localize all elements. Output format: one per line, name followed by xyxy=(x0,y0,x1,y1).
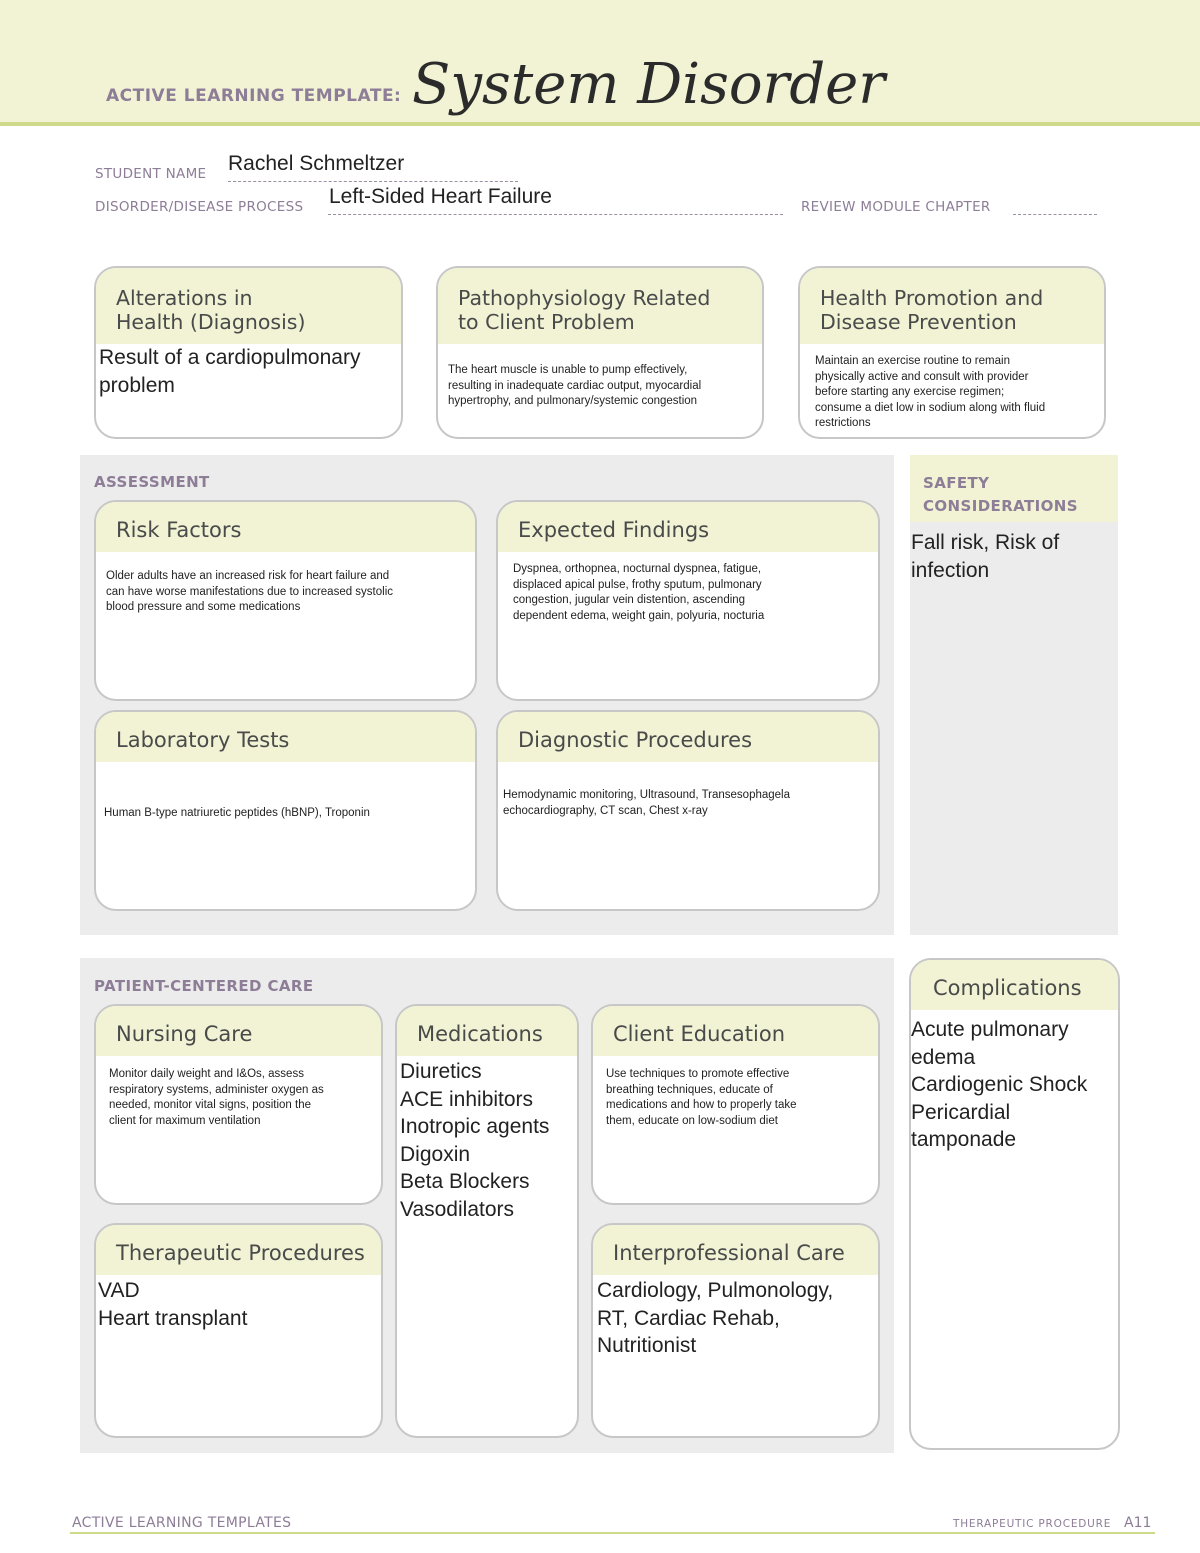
risk-factors-title: Risk Factors xyxy=(96,502,475,552)
alterations-text-line: problem xyxy=(99,373,175,397)
diagnostic-procedures-title: Diagnostic Procedures xyxy=(498,712,878,762)
pathophysiology-text-line: hypertrophy, and pulmonary/systemic congestion xyxy=(448,395,698,407)
safety-heading-line: SAFETY xyxy=(923,474,990,492)
assessment-heading: ASSESSMENT xyxy=(94,473,210,491)
therapeutic-procedures-text-line: Heart transplant xyxy=(98,1306,248,1330)
footer-series-label: ACTIVE LEARNING TEMPLATES xyxy=(72,1515,292,1531)
medications-text-line: Inotropic agents xyxy=(400,1115,550,1138)
nursing-care-box xyxy=(94,1004,383,1205)
client-education-title: Client Education xyxy=(593,1006,878,1056)
pathophysiology-text-line: The heart muscle is unable to pump effectively, xyxy=(448,364,688,376)
medications-text-line: Beta Blockers xyxy=(400,1170,530,1193)
complications-title: Complications xyxy=(911,960,1118,1010)
safety-text-line: Fall risk, Risk of xyxy=(911,531,1060,554)
therapeutic-procedures-text xyxy=(96,1275,381,1332)
nursing-care-text-line: Monitor daily weight and I&Os, assess xyxy=(109,1068,304,1080)
medications-box xyxy=(395,1004,579,1438)
health-promotion-text-line: restrictions xyxy=(815,417,871,429)
interprofessional-care-text-line: Nutritionist xyxy=(597,1334,697,1357)
diagnostic-procedures-box xyxy=(496,710,880,911)
template-title: System Disorder xyxy=(412,52,886,117)
header-rule xyxy=(0,122,1200,126)
diagnostic-procedures-text-line: echocardiography, CT scan, Chest x-ray xyxy=(503,804,708,817)
health-promotion-text-line: consume a diet low in sodium along with fluid xyxy=(815,401,1046,414)
expected-findings-title: Expected Findings xyxy=(498,502,878,552)
footer-template-type: THERAPEUTIC PROCEDURE xyxy=(953,1518,1112,1530)
complications-text xyxy=(911,1010,1118,1154)
medications-text-line: ACE inhibitors xyxy=(400,1087,534,1111)
nursing-care-text-line: respiratory systems, administer oxygen as xyxy=(109,1083,324,1096)
risk-factors-text xyxy=(96,552,475,616)
interprofessional-care-text-line: Cardiology, Pulmonology, xyxy=(597,1279,834,1302)
nursing-care-text xyxy=(96,1056,381,1129)
alterations-title-line: Alterations in xyxy=(116,286,253,310)
risk-factors-text-line: can have worse manifestations due to increased systolic xyxy=(106,585,394,598)
medications-text-line: Digoxin xyxy=(400,1142,471,1166)
review-module-line xyxy=(1013,214,1097,215)
health-promotion-box xyxy=(798,266,1106,439)
complications-text-line: Acute pulmonary xyxy=(911,1018,1069,1041)
footer-rule xyxy=(70,1532,1155,1534)
alterations-text xyxy=(96,344,401,399)
expected-findings-text-line: displaced apical pulse, frothy sputum, pulmonary xyxy=(513,578,762,591)
therapeutic-procedures-title: Therapeutic Procedures xyxy=(96,1225,381,1275)
safety-panel xyxy=(910,455,1118,935)
expected-findings-text-line: congestion, jugular vein distention, ascending xyxy=(513,594,746,606)
pathophysiology-box xyxy=(436,266,764,439)
complications-text-line: Pericardial xyxy=(911,1100,1011,1124)
risk-factors-box xyxy=(94,500,477,701)
diagnostic-procedures-text xyxy=(498,762,878,819)
health-promotion-title-line: Health Promotion and xyxy=(820,286,1044,310)
risk-factors-text-line: Older adults have an increased risk for heart failure and xyxy=(106,570,390,582)
complications-text-line: edema xyxy=(911,1045,976,1069)
diagnostic-procedures-text-line: Hemodynamic monitoring, Ultrasound, Transesophagela xyxy=(503,789,791,801)
interprofessional-care-text xyxy=(593,1275,878,1360)
therapeutic-procedures-box xyxy=(94,1223,383,1438)
safety-heading-line: CONSIDERATIONS xyxy=(923,497,1078,515)
student-name-field[interactable]: Rachel Schmeltzer xyxy=(228,152,405,175)
patient-care-heading: PATIENT-CENTERED CARE xyxy=(94,977,314,995)
nursing-care-text-line: needed, monitor vital signs, position the xyxy=(109,1099,312,1111)
expected-findings-box xyxy=(496,500,880,701)
laboratory-tests-box xyxy=(94,710,477,911)
medications-text-line: Diuretics xyxy=(400,1060,482,1083)
safety-text xyxy=(911,529,1116,584)
disorder-field[interactable]: Left-Sided Heart Failure xyxy=(329,185,552,208)
interprofessional-care-text-line: RT, Cardiac Rehab, xyxy=(597,1306,780,1330)
health-promotion-text-line: physically active and consult with provider xyxy=(815,370,1029,383)
pathophysiology-title-line: Pathophysiology Related xyxy=(458,286,711,310)
laboratory-tests-text xyxy=(96,762,475,822)
health-promotion-title xyxy=(800,268,1104,344)
interprofessional-care-title: Interprofessional Care xyxy=(593,1225,878,1275)
student-name-line xyxy=(228,181,518,182)
pathophysiology-title-line: to Client Problem xyxy=(458,310,635,334)
health-promotion-text xyxy=(800,344,1104,432)
disorder-label: DISORDER/DISEASE PROCESS xyxy=(95,199,304,215)
footer-page-number: A11 xyxy=(1124,1515,1152,1531)
review-module-label: REVIEW MODULE CHAPTER xyxy=(801,199,991,215)
risk-factors-text-line: blood pressure and some medications xyxy=(106,601,301,613)
nursing-care-text-line: client for maximum ventilation xyxy=(109,1114,261,1127)
complications-box xyxy=(909,958,1120,1450)
alterations-title-line: Health (Diagnosis) xyxy=(116,310,306,334)
complications-text-line: Cardiogenic Shock xyxy=(911,1073,1088,1096)
expected-findings-text xyxy=(498,552,878,624)
expected-findings-text-line: dependent edema, weight gain, polyuria, nocturia xyxy=(513,609,765,622)
client-education-text-line: them, educate on low-sodium diet xyxy=(606,1114,778,1127)
client-education-text-line: breathing techniques, educate of xyxy=(606,1083,773,1096)
safety-heading xyxy=(910,455,1118,522)
expected-findings-text-line: Dyspnea, orthopnea, nocturnal dyspnea, fatigue, xyxy=(513,563,762,575)
nursing-care-title: Nursing Care xyxy=(96,1006,381,1056)
student-name-label: STUDENT NAME xyxy=(95,166,207,182)
health-promotion-text-line: before starting any exercise regimen; xyxy=(815,386,1005,398)
client-education-text-line: Use techniques to promote effective xyxy=(606,1068,790,1080)
medications-text-line: Vasodilators xyxy=(400,1197,515,1221)
interprofessional-care-box xyxy=(591,1223,880,1438)
disorder-line xyxy=(328,214,783,215)
complications-text-line: tamponade xyxy=(911,1128,1017,1151)
client-education-box xyxy=(591,1004,880,1205)
alterations-title xyxy=(96,268,401,344)
client-education-text xyxy=(593,1056,878,1129)
medications-text xyxy=(397,1056,577,1223)
medications-title: Medications xyxy=(397,1006,577,1056)
therapeutic-procedures-text-line: VAD xyxy=(98,1279,140,1302)
alterations-text-line: Result of a cardiopulmonary xyxy=(99,346,361,369)
health-promotion-title-line: Disease Prevention xyxy=(820,310,1017,334)
alterations-box xyxy=(94,266,403,439)
client-education-text-line: medications and how to properly take xyxy=(606,1099,797,1111)
pathophysiology-text xyxy=(438,344,762,410)
laboratory-tests-title: Laboratory Tests xyxy=(96,712,475,762)
laboratory-tests-text-line: Human B-type natriuretic peptides (hBNP), Troponin xyxy=(104,807,370,819)
health-promotion-text-line: Maintain an exercise routine to remain xyxy=(815,355,1010,367)
pathophysiology-title xyxy=(438,268,762,344)
safety-text-line: infection xyxy=(911,558,990,582)
pathophysiology-text-line: resulting in inadequate cardiac output, myocardial xyxy=(448,379,702,392)
template-prefix: ACTIVE LEARNING TEMPLATE: xyxy=(106,86,402,106)
